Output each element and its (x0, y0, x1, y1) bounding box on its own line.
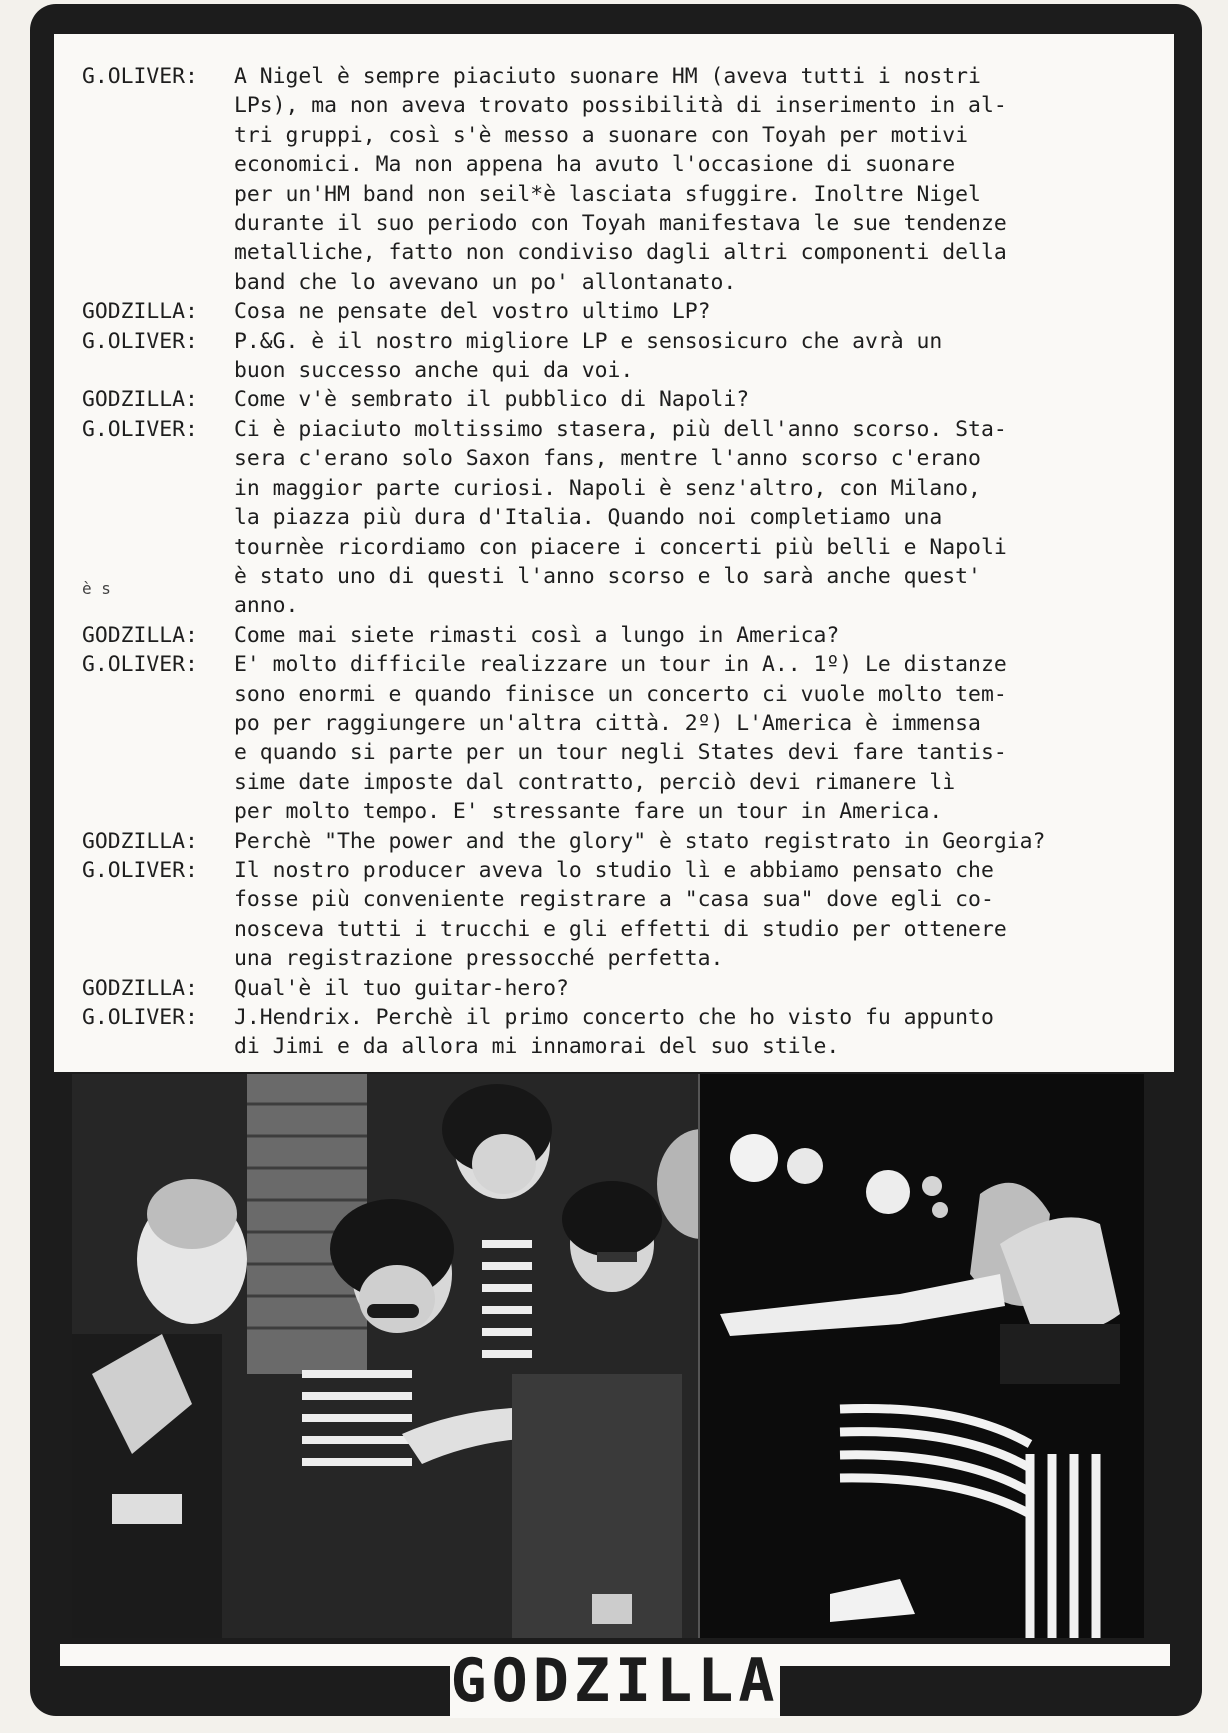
speaker-label: G.OLIVER: (82, 328, 198, 354)
margin-note: è s (82, 579, 111, 598)
interview-turn (82, 1003, 1172, 1062)
speaker-label: G.OLIVER: (82, 1005, 198, 1030)
text-line: di Jimi e da allora mi innamorai del suo stile. (234, 1034, 840, 1060)
speaker-label: G.OLIVER: (82, 416, 198, 442)
speaker-label: GODZILLA: (82, 622, 198, 648)
text-line: tournèe ricordiamo con piacere i concerti più belli e Napoli (234, 534, 1007, 560)
text-line: anno. (234, 593, 299, 619)
interview-turn (82, 974, 1172, 1003)
answer-text (234, 327, 1172, 386)
interview-turn (82, 415, 1172, 621)
text-line: metalliche, fatto non condiviso dagli altri componenti della (234, 240, 1007, 266)
text-line: J.Hendrix. Perchè il primo concerto che ho visto fu appunto (234, 1005, 994, 1030)
text-line: fosse più conveniente registrare a "casa sua" dove egli co- (234, 887, 994, 913)
text-line: Ci è piaciuto moltissimo stasera, più dell'anno scorso. Sta- (234, 416, 1007, 442)
footer-bar-right (780, 1666, 1170, 1688)
footer-logo-strip (60, 1644, 1170, 1716)
text-line: e quando si parte per un tour negli States devi fare tantis- (234, 740, 1007, 766)
interview-turn (82, 385, 1172, 414)
speaker-label: G.OLIVER: (82, 652, 198, 678)
text-line: P.&G. è il nostro migliore LP e sensosicuro che avrà un (234, 328, 943, 354)
interview-turn (82, 297, 1172, 326)
interview-turn (82, 827, 1172, 856)
text-line: sime date imposte dal contratto, perciò devi rimanere lì (234, 769, 956, 795)
text-line: Qual'è il tuo guitar-hero? (234, 975, 569, 1001)
interview-text-panel (54, 34, 1174, 1072)
text-line: per un'HM band non seil*è lasciata sfuggire. Inoltre Nigel (234, 181, 981, 207)
interview-dialogue (82, 62, 1172, 1062)
interview-turn (82, 62, 1172, 297)
photo-area (72, 1074, 1144, 1638)
text-line: durante il suo periodo con Toyah manifestava le sue tendenze (234, 211, 1007, 237)
text-line: Come mai siete rimasti così a lungo in America? (234, 622, 840, 648)
text-line: Il nostro producer aveva lo studio lì e abbiamo pensato che (234, 857, 994, 883)
text-line: una registrazione pressocché perfetta. (234, 946, 724, 972)
text-line: Perchè "The power and the glory" è stato registrato in Georgia? (234, 828, 1046, 854)
speaker-label: G.OLIVER: (82, 64, 198, 89)
text-line: Cosa ne pensate del vostro ultimo LP? (234, 299, 711, 325)
text-line: la piazza più dura d'Italia. Quando noi completiamo una (234, 505, 943, 531)
answer-text (234, 1003, 1172, 1062)
interview-turn (82, 650, 1172, 826)
godzilla-logo: GODZILLA (450, 1646, 780, 1716)
text-line: sera c'erano solo Saxon fans, mentre l'anno scorso c'erano (234, 446, 981, 472)
answer-text (234, 62, 1172, 297)
text-line: buon successo anche qui da voi. (234, 358, 634, 384)
guitarist-live-photo (700, 1074, 1144, 1638)
answer-text (234, 827, 1172, 856)
text-line: A Nigel è sempre piaciuto suonare HM (aveva tutti i nostri (234, 64, 981, 89)
text-line: economici. Ma non appena ha avuto l'occasione di suonare (234, 152, 956, 178)
speaker-label: G.OLIVER: (82, 857, 198, 883)
interview-turn (82, 621, 1172, 650)
text-line: sono enormi e quando finisce un concerto ci vuole molto tem- (234, 681, 1007, 707)
speaker-label: GODZILLA: (82, 975, 198, 1001)
speaker-label: GODZILLA: (82, 828, 198, 854)
answer-text (234, 650, 1172, 826)
answer-text (234, 974, 1172, 1003)
interview-turn (82, 327, 1172, 386)
text-line: Come v'è sembrato il pubblico di Napoli? (234, 387, 750, 413)
footer-bar-left (60, 1666, 450, 1688)
text-line: E' molto difficile realizzare un tour in A.. 1º) Le distanze (234, 652, 1007, 678)
speaker-label: GODZILLA: (82, 387, 198, 413)
speaker-label: GODZILLA: (82, 299, 198, 325)
text-line: nosceva tutti i trucchi e gli effetti di studio per ottenere (234, 916, 1007, 942)
band-group-photo (72, 1074, 700, 1638)
text-line: tri gruppi, così s'è messo a suonare con Toyah per motivi (234, 122, 969, 148)
answer-text (234, 621, 1172, 650)
answer-text (234, 385, 1172, 414)
answer-text (234, 297, 1172, 326)
text-line: per molto tempo. E' stressante fare un tour in America. (234, 799, 943, 825)
answer-text (234, 856, 1172, 974)
text-line: LPs), ma non aveva trovato possibilità di inserimento in al- (234, 93, 1007, 119)
text-line: è stato uno di questi l'anno scorso e lo sarà anche quest' (234, 563, 981, 589)
answer-text (234, 415, 1172, 621)
interview-turn (82, 856, 1172, 974)
text-line: po per raggiungere un'altra città. 2º) L'America è immensa (234, 710, 981, 736)
text-line: band che lo avevano un po' allontanato. (234, 269, 737, 295)
text-line: in maggior parte curiosi. Napoli è senz'altro, con Milano, (234, 475, 981, 501)
